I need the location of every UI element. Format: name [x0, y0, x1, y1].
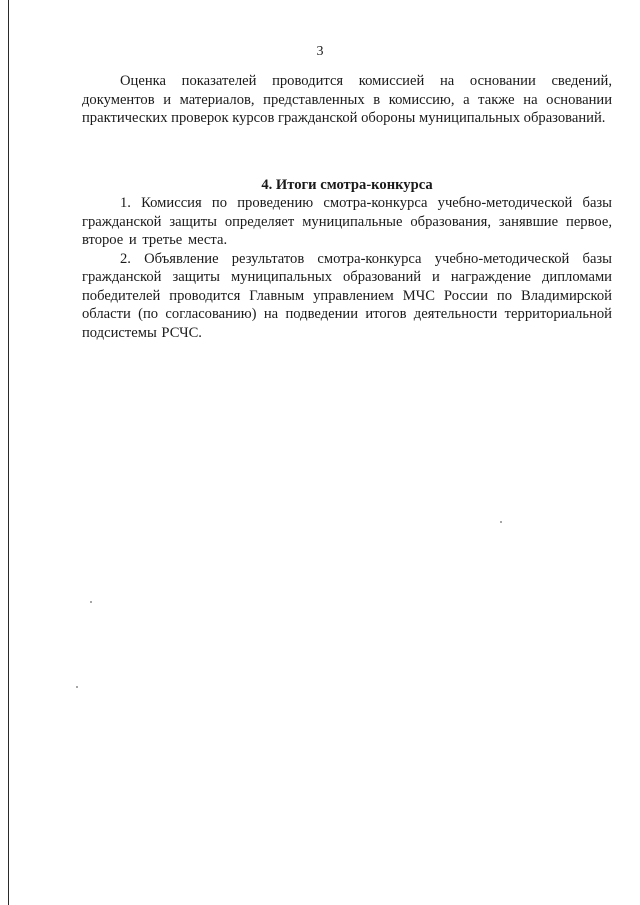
scan-left-edge	[8, 0, 9, 905]
section-title: 4. Итоги смотра-конкурса	[261, 177, 433, 193]
page-number: 3	[316, 44, 324, 59]
intro-paragraph: Оценка показателей проводится комиссией на основании сведений, документов и материалов, представленных в комиссию, а также на основании практических проверок курсов гражданской обороны муниципальных образований.	[82, 73, 612, 126]
intro-section	[82, 72, 612, 128]
scan-speck	[76, 686, 78, 688]
scan-speck	[90, 601, 92, 603]
list-item-1: 1. Комиссия по проведению смотра-конкурса учебно-методической базы гражданской защиты определяет муниципальные образования, занявшие первое, второе и третье места.	[82, 195, 612, 248]
list-item-2: 2. Объявление результатов смотра-конкурса учебно-методической базы гражданской защиты муниципальных образований и награждение дипломами победителей проводится Главным управлением МЧС России по Владимирской области (по согласованию) на подведении итогов деятельности территориальной подсистемы РСЧС.	[82, 250, 612, 341]
results-section	[82, 194, 612, 342]
scan-speck	[500, 521, 502, 523]
